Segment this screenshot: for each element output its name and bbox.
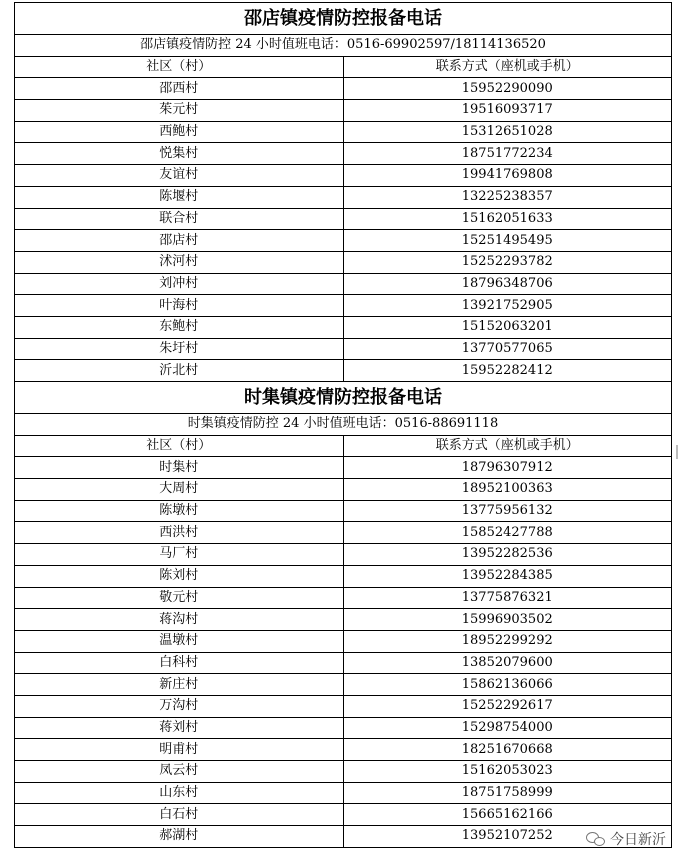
phone-number: 18751772234 [343,143,672,165]
phone-number: 15952282412 [343,360,672,382]
contact-table [14,2,672,848]
village-name: 蒋沟村 [15,609,344,631]
village-name: 郝湖村 [15,826,344,848]
phone-number: 18251670668 [343,739,672,761]
hotline-text: 时集镇疫情防控 24 小时值班电话：0516-88691118 [15,414,672,436]
village-name: 新庄村 [15,674,344,696]
column-header-contact: 联系方式（座机或手机） [343,56,672,78]
phone-number: 15862136066 [343,674,672,696]
phone-number: 15162053023 [343,761,672,783]
phone-number: 13225238357 [343,186,672,208]
phone-number: 19516093717 [343,100,672,122]
table-row [15,630,672,652]
phone-number: 15665162166 [343,804,672,826]
phone-number: 15952290090 [343,78,672,100]
village-name: 东鲍村 [15,316,344,338]
phone-number: 13952107252 [343,826,672,848]
phone-number: 13852079600 [343,652,672,674]
table-row [15,500,672,522]
phone-number: 15996903502 [343,609,672,631]
table-row [15,316,672,338]
hotline-row [15,414,672,436]
section-title: 时集镇疫情防控报备电话 [15,382,672,414]
column-header-contact: 联系方式（座机或手机） [343,435,672,457]
phone-number: 15152063201 [343,316,672,338]
table-header-row [15,56,672,78]
table-row [15,522,672,544]
village-name: 时集村 [15,457,344,479]
village-name: 邵店村 [15,230,344,252]
phone-number: 18796348706 [343,273,672,295]
phone-number: 18952299292 [343,630,672,652]
village-name: 敬元村 [15,587,344,609]
table-row [15,565,672,587]
village-name: 邵西村 [15,78,344,100]
village-name: 温墩村 [15,630,344,652]
village-name: 叶海村 [15,295,344,317]
table-row [15,782,672,804]
phone-number: 13921752905 [343,295,672,317]
watermark-text: 今日新沂 [610,832,666,848]
phone-number: 15252293782 [343,251,672,273]
village-name: 联合村 [15,208,344,230]
table-row [15,674,672,696]
phone-number: 13952284385 [343,565,672,587]
table-row [15,544,672,566]
village-name: 白石村 [15,804,344,826]
hotline-row [15,35,672,57]
phone-number: 18751758999 [343,782,672,804]
phone-number: 13775956132 [343,500,672,522]
phone-number: 15162051633 [343,208,672,230]
phone-number: 13775876321 [343,587,672,609]
village-name: 陈墩村 [15,500,344,522]
village-name: 山东村 [15,782,344,804]
village-name: 朱圩村 [15,338,344,360]
column-header-village: 社区（村） [15,435,344,457]
table-row [15,695,672,717]
village-name: 万沟村 [15,695,344,717]
phone-number: 13952282536 [343,544,672,566]
table-row [15,360,672,382]
phone-number: 18796307912 [343,457,672,479]
village-name: 大周村 [15,479,344,501]
table-row [15,273,672,295]
table-row [15,717,672,739]
watermark [586,829,666,849]
table-row [15,251,672,273]
table-row [15,457,672,479]
table-row [15,230,672,252]
table-header-row [15,435,672,457]
table-row [15,587,672,609]
table-row [15,479,672,501]
village-name: 马厂村 [15,544,344,566]
contact-sheet [14,2,672,848]
phone-number: 15312651028 [343,121,672,143]
village-name: 沂北村 [15,360,344,382]
table-row [15,143,672,165]
village-name: 茱元村 [15,100,344,122]
table-row [15,208,672,230]
village-name: 陈堰村 [15,186,344,208]
village-name: 蒋刘村 [15,717,344,739]
phone-number: 15251495495 [343,230,672,252]
phone-number: 19941769808 [343,165,672,187]
phone-number: 13770577065 [343,338,672,360]
phone-number: 15252292617 [343,695,672,717]
section-title: 邵店镇疫情防控报备电话 [15,3,672,35]
phone-number: 18952100363 [343,479,672,501]
village-name: 西鲍村 [15,121,344,143]
table-row [15,121,672,143]
village-name: 白科村 [15,652,344,674]
village-name: 凤云村 [15,761,344,783]
village-name: 陈刘村 [15,565,344,587]
table-row [15,652,672,674]
hotline-text: 邵店镇疫情防控 24 小时值班电话：0516-69902597/18114136520 [15,35,672,57]
wechat-icon [586,832,606,846]
table-row [15,165,672,187]
table-row [15,609,672,631]
table-row [15,100,672,122]
table-row [15,804,672,826]
village-name: 友谊村 [15,165,344,187]
table-row [15,338,672,360]
village-name: 悦集村 [15,143,344,165]
village-name: 西洪村 [15,522,344,544]
village-name: 沭河村 [15,251,344,273]
column-header-village: 社区（村） [15,56,344,78]
table-row [15,761,672,783]
phone-number: 15298754000 [343,717,672,739]
table-row [15,826,672,848]
village-name: 明甫村 [15,739,344,761]
section-title-row [15,3,672,35]
section-title-row [15,382,672,414]
table-row [15,739,672,761]
table-row [15,78,672,100]
table-row [15,295,672,317]
table-row [15,186,672,208]
village-name: 刘冲村 [15,273,344,295]
phone-number: 15852427788 [343,522,672,544]
